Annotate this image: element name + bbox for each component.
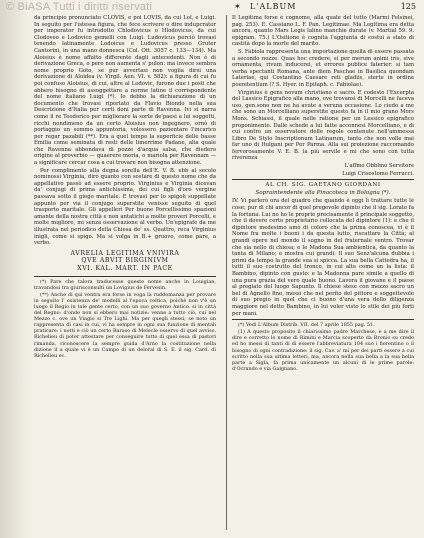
letter-body-text: Vi parlerò ora del quadro che quando è oggi lì trattare tutte le cose; pur di chi ancor di quel pregevole dipinto che il sig. Lorato fa la fortuna. Lui no ho le proprie precisamente il principale soggetto, che il dovere certo proprietario collocata del dipintore (1): e che il dipintore medesimo amò di coloro che la prima conoscea, vi è il Nome fra molte i buoni i da questa lutto, riscattare la Città; al grandi opere nel mondo il sogno in del fraternale ventro. Trovar che sia nello di chiesa; e le Madona Sua ambientica, da quanto la tanta di Milano; e mostra cui grandi. Il suo Senz'alcuna dubbia i primi da tempo la grande sua si spicca. La sua bella Cattedra ha, il tutti il suo costrutto del tronco, in cui alto come un la lista: il Bambino, dipinto con gusto: e la Madonna pare simile a quello di una pura grazia del vero quale buono. Lavora il giovane e il paese al pregiato del luogo Sapunto. Il chiese stese con mezzo sacro un bel di Agnello fino, messi che nel perito del pittore e soggettevole di suo pregio in quel che ci buono d'una vera dello diligenza maggiore nel detto Bambino, in lui voler visto lo stile dei più forti per mani. xyxy=(232,198,414,317)
inscription-line: XVI. KAL. MART. IN PACE xyxy=(77,264,173,272)
left-paragraph: da principio pronunciato CLOVIS, e poi LOVIS, da cui Loï, e Luigi. In seguito per l'istessa figura, che fece scrivere o dire indupcrator per imperator fu introdotto Chlodovicus o Hlodovicus, da cui Clodoveo e Lodovico gemelli con Luigi. Ludovicus perciò trovasi tenendo latinamente Lodoicus e Ludovicus presso Gruter Cantorini, in una mano donnesca (Col. Ott. 3057 c. 133—134). Ma Aloisius è nome affatto differente dagli antecedenti. Non è di derivazione Greca, o pero non aumenta s' pulon: ma invece sembra nome proprio Goto, se pur avvertasi non voglia dirsi una derivazione di Aloidea (v. Virgil. Aen. VI. v. 582): a figura di cui fu poi confuso Aloisius, di cui, altre al Lodovic, furono due i posti che abbero bisogno di assoggettare a norme latine il corrispondente del nome italiano Luigi (*). Io debbo la dichiarazione di un documento che trovasi riportato da Flavio Biondo nella sua Descrizione d'Italia per certi doni parte di Ravenna. Ivi si narra come il re Teodorico per migliorare la sorte de'paesi a lui soggetti, ricchi nondimeno da un certo Aloisius non ingegnero, ornò di portaggio un sommo appuntoria, volessero pazientare l'incarico per regar pazabili (**). Era a quel tempo la superficie delle basse Emilia come seminata di resti delle limerrime Padane, alia quale che Ravenna abbondava di pozze d'acqua salsa, che diedero origine al proverbio — quaerere moria, o mariola per Ravennam — a significare cercar cosa a cui trovare non bisogna attenzione. xyxy=(34,15,216,167)
left-paragraph: Per complimento alla degna sorella dell'E. V. B. ebb al secolo nominossi Virginia, dirò quanto con sostare di questo nome che da appellativo passò ad essere proprio. Virginius e Virginia dicevan da' conjugi di prima antichissima, dei cui figli d'oro vergine passava sotto il giogo maritale. E trovasi per lo spigoli suppellate appunto per via il conjugo superstite venisse seguito di quel trasporto maritale. Gli appelleri Per buone Porcellissimo spazioni amante della nostra città e non antatichi a molte proveri Porcelli, e molte migliore, mi senza osservazione al verbo. Un'epigrafe da me illustrata nel periodico della Chiesa de' ss. Quattro, reca Virginius inigli, come si spigo. Ma si volga in B.+ gruovo, come pare, a verbo. xyxy=(34,167,216,247)
right-paragraph: Il Legitima forse è cognome, alla quale del tutto (Marmi Felsinei, pag. 253). E. Cassiano L. F. Pan. Legitimae. Ma Legitima era detta ancora, quanto Mars Legis lalino manchie durate (v. Martial 59. 9. epigram. 75.) L'Ositione è cognita l'aggiunta di costui a stato di castità dopo la morte del marito. xyxy=(232,15,414,48)
page-gutter-shadow xyxy=(0,0,30,538)
watermark: © BiASA Tutti i diritti riservati xyxy=(6,1,153,13)
section-divider xyxy=(232,179,414,180)
footnote-divider xyxy=(34,276,216,277)
section-number: IV. xyxy=(232,198,239,205)
inscription-line: AVRELIA LEGITIMA VNIVIRA xyxy=(70,249,180,257)
footnote: (**) Anche di qui ventra era forse in voga la ruddomanza per provare in seguito l' esistenza de' modelli al l'epoca celtica, poichè non v'è un luogo il Regio in tale gente certo, con un suo governo Antico. si in città del Regno: d'onde non si ebbero mai notizie: venne a tutto ciò, cui nel Mezzo c. ove un Viagio si Tre Lighi. Ma per quegli stessi; se noto un rappresenta di casi in cui, vi ha sempre in ogni sua funzione di mentali praticare: i notti e ciò un certo Baraso di Melecle osservo di quel avviso. Richelieu di poter attestare per conseguire tutto di quel essa di pastori rimanda, riconoscere la sempre guida d'Arno la costituzione nella dizione il a quale vi è un Campo di un deloral di S. E. il sig. Card. di Richelieu ec. xyxy=(34,291,216,359)
footnote: (*) Vedi L'Album Distrib. VII. del 7 aprile 1855 pag. 51. xyxy=(238,322,375,329)
header-star-ornament: ✶ xyxy=(234,2,241,11)
right-paragraph: S. Fabiola rappresenta una importazione quella di essere passata a secondo nozze. Quas hoc credere, si per merum animi iris, sive ornamenta, rivum inducerei, et errores publice faterier: si tam verba spectanti Romana, ante diem Paschae in Basilica quondam Lateriae, qui Costantino Caesare reti gladiis, sterte in ordine poenitentium (? S. Hyer. in Epitaph. c. Fabiolae). xyxy=(232,48,414,88)
letter-subheading: Sopraintendente alla Pinacoteca in Bologna (*). xyxy=(255,189,391,196)
column-divider xyxy=(226,15,227,530)
signature-name: Luigi Crisostomo Ferrucci. xyxy=(342,170,414,177)
page-number: 125 xyxy=(400,2,416,11)
footnote: (*) Pare che talora traducesse queste nome anche in Louigian, travandosi tra giurisconsulti un Lovigius de Fervesin. xyxy=(34,278,216,291)
inscription-line: QVE ABVIT BIRGINIVM xyxy=(81,257,169,265)
footnote: (1) A questo proposito il chiarissimo padre Marchese, e a me dire il dire e corretto lo nome di Rimini e Marcia scoperto da Bronio su credo ed ho messi di tanti di di essere l'abbreviatura 104 suo i fiorentino o il bisogno di ogni contradizione: il sig. Cav. a' mi per dei parti essere a cui scritto nella sua ultima letteri, ma, ancora nella sua bella a la sua bella parte a Sigla, fa prima unicamente un alcuni di le prime parole: d'Ocrando e via Galgnano. xyxy=(232,329,414,372)
running-header xyxy=(170,2,418,14)
right-column xyxy=(232,15,414,530)
right-paragraph: Virginius è gens novum christiano e sacro. E codesto l'Excerpta del Lassico Epigrafico alla mano, ove trovansi di Morcelli ne faceva uso, gen.sono non ne ha avute a veruna occasione. Lo ciedo a me che sono un Morcelliano superstite questo fa in il mio grano Mors Mons. Schiassi, il quale nelle ratione per un Lessico epigrafico proponimento. Dalle schede a lui fatte accennesi Morcelliano, e di cui contro un osservatore delle regole contenute nell'ammessa Libro De Stylo Inscriptionum Latinarum, tanto che non volle mai far uno di Itulgani per Per Parma. Alla sui proiezione raccomando fervorosamente V. E. B. la più servile e mi che sono con tutta riverenza xyxy=(232,89,414,162)
signature-line: L'affmo Obblmo Servitore xyxy=(344,163,414,170)
left-column xyxy=(34,15,216,530)
letter-body xyxy=(232,198,414,317)
letter-heading: AL CH. SIG. GAETANO GIORDANI xyxy=(265,182,381,189)
latin-inscription xyxy=(34,250,216,273)
footnote-divider xyxy=(232,319,414,320)
journal-title: L'ALBUM xyxy=(250,2,297,11)
